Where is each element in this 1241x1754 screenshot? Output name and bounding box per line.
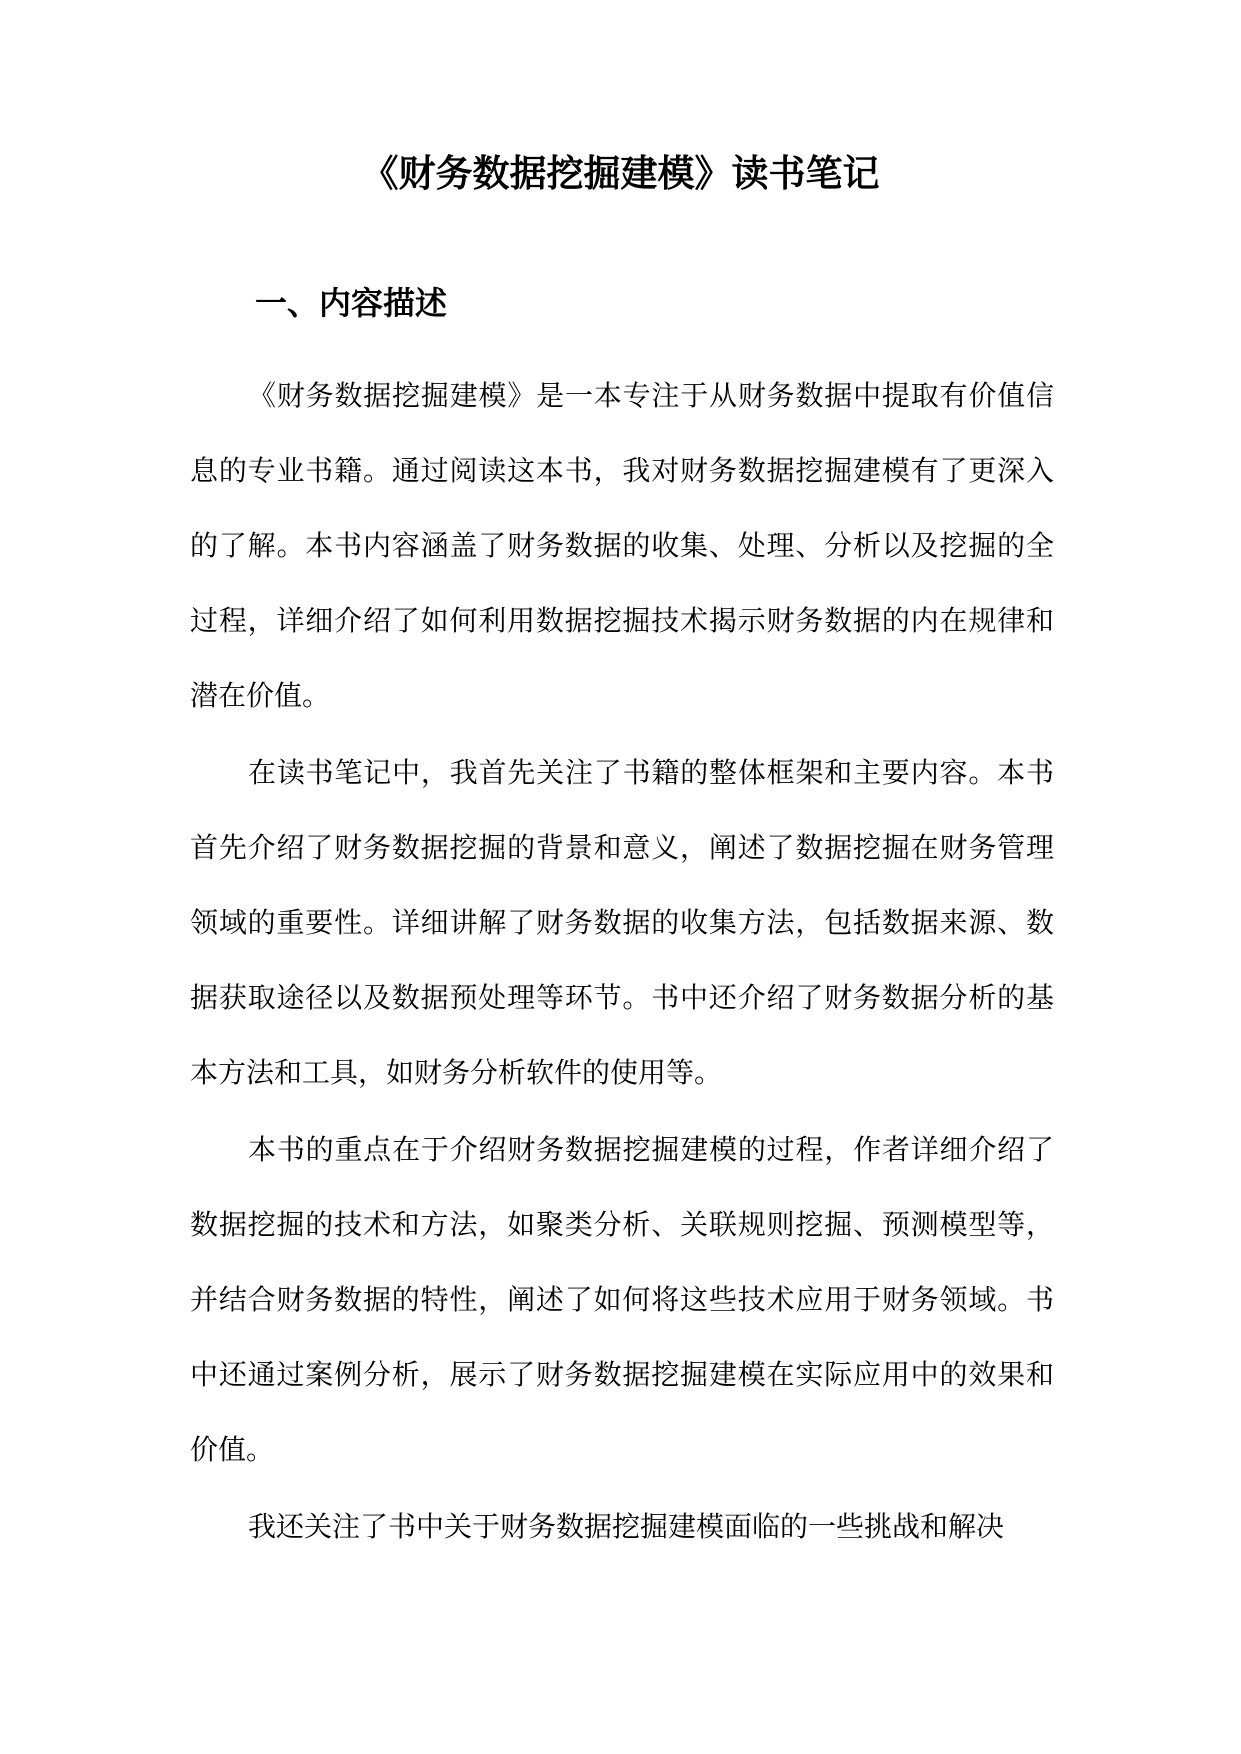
section-heading: 一、内容描述 [255, 284, 448, 322]
body-paragraph: 《财务数据挖掘建模》是一本专注于从财务数据中提取有价值信息的专业书籍。通过阅读这本书，我对财务数据挖掘建模有了更深入的了解。本书内容涵盖了财务数据的收集、处理、分析以及挖掘的全过程，详细介绍了如何利用数据挖掘技术揭示财务数据的内在规律和潜在价值。 [190, 379, 1054, 712]
document-title: 《财务数据挖掘建模》读书笔记 [361, 152, 880, 195]
body-paragraph: 在读书笔记中，我首先关注了书籍的整体框架和主要内容。本书首先介绍了财务数据挖掘的背景和意义，阐述了数据挖掘在财务管理领域的重要性。详细讲解了财务数据的收集方法，包括数据来源、数据获取途径以及数据预处理等环节。书中还介绍了财务数据分析的基本方法和工具，如财务分析软件的使用等。 [190, 756, 1054, 1089]
body-paragraph: 我还关注了书中关于财务数据挖掘建模面临的一些挑战和解决 [248, 1510, 1005, 1543]
body-paragraph: 本书的重点在于介绍财务数据挖掘建模的过程，作者详细介绍了数据挖掘的技术和方法，如聚类分析、关联规则挖掘、预测模型等，并结合财务数据的特性，阐述了如何将这些技术应用于财务领域。书中还通过案例分析，展示了财务数据挖掘建模在实际应用中的效果和价值。 [190, 1133, 1054, 1466]
